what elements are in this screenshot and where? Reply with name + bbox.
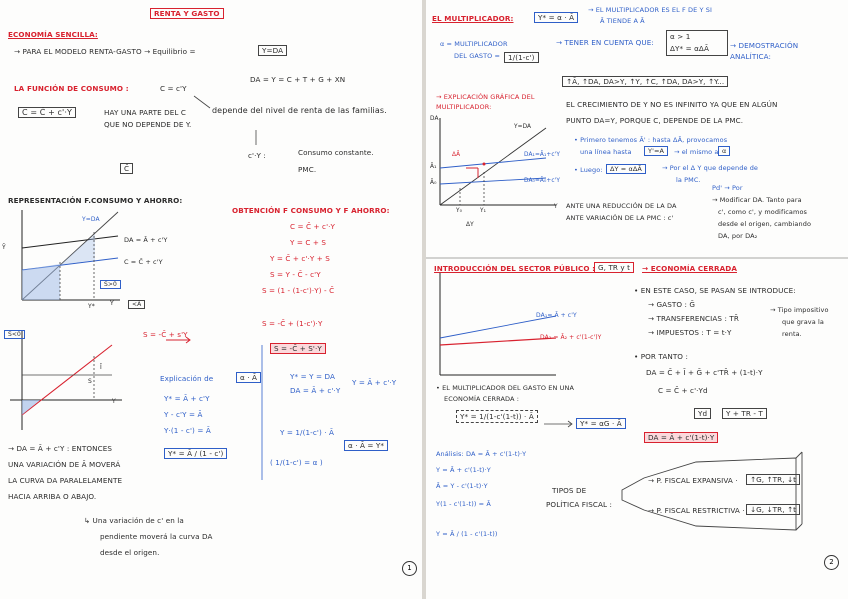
section-heading: → EXPLICACIÓN GRÁFICA DEL MULTIPLICADOR: [436,93,535,111]
equation-box: Y'=A [644,146,668,156]
text-line: → Modificar DA. Tanto para [712,196,802,204]
equation: S = Y - C̄ - c'Y [270,270,321,279]
graph-label: Ā₀ [430,180,437,186]
equation: DA = Y = C + T + G + XN [250,75,346,84]
text-line: → PARA EL MODELO RENTA-GASTO → Equilibrio = [14,47,196,56]
text-line: → Por el Δ Y que depende de [662,164,759,172]
graph-label: DA = Ā + c'Y [124,236,168,244]
equation: Y = 1/(1-c') · Ā [280,428,335,437]
equation-box: C̄ [120,163,133,174]
text-line: la PMC. [676,176,701,184]
note-line: → EL MULTIPLICADOR ES EL F DE Y SI [588,6,712,14]
line-da [22,236,118,248]
text-line: • EL MULTIPLICADOR DEL GASTO EN UNA [436,384,574,392]
graph-label: Y=DA [514,124,532,130]
equation: C = C̄ + c'·Yd [658,386,708,395]
graph-label: ΔĀ [452,152,461,158]
text-line: → Tipo impositivo [770,306,829,314]
equation-box: Y* = α · Ā [534,12,578,23]
graph-label: DA₁= Ā + c'Y [536,312,577,319]
text-line: HAY UNA PARTE DEL C QUE NO DEPENDE DE Y. [104,108,192,129]
text-line: → el mismo a [674,148,719,156]
text-line: • POR TANTO : [634,352,688,361]
section-heading: EL MULTIPLICADOR: [432,14,514,23]
equation-box: Y* = 1/(1-c'(1-t)) · Ā [456,410,538,423]
equation: Y = Ā + c'(1-t)·Y [436,466,491,474]
text-line: c'·Y : [248,151,266,160]
section-heading: LA FUNCIÓN DE CONSUMO : [14,84,129,93]
text-line: → GASTO : Ḡ [648,300,696,309]
notebook-page-left [0,0,422,599]
equation: S = (1 - (1-c')·Y) - C̄ [262,286,335,295]
equation: Y = Ā / (1 - c'(1-t)) [436,530,498,538]
graph-label: S<0 [4,330,25,339]
equation: Y = Ā + c'·Y [352,378,397,387]
note-line: Ā TIENDE A Ā [600,17,645,25]
text-line: Pd' → Por [712,184,743,192]
text-line: PUNTO DA=Y, PORQUE C, DEPENDE DE LA PMC. [566,116,744,125]
equation-box: α [718,146,730,156]
graph-label: Y=DA [82,216,100,223]
section-heading: ECONOMÍA SENCILLA: [8,30,98,39]
text-line: Explicación de [160,374,214,383]
equation-box: C = C̄ + c'·Y [18,107,76,118]
text-line: que grava la [782,318,824,326]
graph-label: Ȳ [2,244,6,251]
text-line: → ECONOMÍA CERRADA [642,264,737,273]
note-line: ↳ Una variación de c' en la [84,516,184,525]
text-line: → P. FISCAL RESTRICTIVA · [648,506,745,515]
graph-label: Ī [100,364,102,371]
equation: Y* = Y = DA [290,372,335,381]
equation: ΔY* = αΔĀ [670,44,709,53]
text-line: → IMPUESTOS : T = t·Y [648,328,732,337]
graph-label: DA₀=Ā₀+c'Y [524,178,560,184]
equation-box: DA = Ā + c'(1-t)·Y [644,432,718,443]
equation-box: 1/(1-c') [504,52,539,63]
graph-label: Y [554,204,558,210]
note-line: UNA VARIACIÓN DE Ā MOVERÁ [8,460,121,469]
text-line: → TENER EN CUENTA QUE: [556,38,654,47]
notebook-page-right [426,0,848,599]
text-line: ANTE UNA REDUCCIÓN DE LA DA [566,202,677,210]
page-number: 1 [402,561,417,576]
page-number: 2 [824,555,839,570]
line-s [22,345,112,415]
text-line: EL CRECIMIENTO DE Y NO ES INFINITO YA QUE EN ALGÚN [566,100,778,109]
text-line: DEL GASTO = [454,52,501,60]
graph-label: DA [430,116,439,122]
equation-box: Y=DA [258,45,287,56]
graph-label: S>0 [100,280,121,289]
graph-label: C = C̄ + c'Y [124,258,163,266]
text-line: DA, por DA₂ [718,232,758,240]
graph-label: Ā₁ [430,164,437,170]
text-line: Consumo constante. [298,148,374,157]
graph-label: Y [110,300,114,307]
equation-box: α · Ā [236,372,261,383]
equation: S = -C̄ + (1-c')·Y [262,319,323,328]
text-line: TIPOS DE [552,486,587,495]
graph-label: ΔY [466,222,474,228]
section-heading: INTRODUCCIÓN DEL SECTOR PÚBLICO : [434,264,596,273]
text-line: → DEMOSTRACIÓN ANALÍTICA: [730,41,799,61]
consumption-graph [0,0,422,599]
graph-label: DA₂ = Ā₂ + c'(1-c')Y [540,334,602,341]
text-line: • Primero tenemos Ā' : hasta ΔĀ, provocamos [574,136,728,144]
text-line: desde el origen, cambiando [718,220,812,228]
equation: α > 1 [670,32,691,41]
text-line: depende del nivel de renta de las familias. [212,106,387,115]
text-line: ANTE VARIACIÓN DE LA PMC : c' [566,214,674,222]
equation-box: Y + TR - T [722,408,767,419]
graph-label: Y [112,398,116,405]
equation: ( 1/(1-c') = α ) [270,458,323,467]
equation-box: Y* = Ā / (1 - c') [164,448,227,459]
equation: Y·(1 - c') = Ā [164,426,211,435]
equation: Y - c'Y = Ā [164,410,203,419]
equation: Y = C + S [290,238,327,247]
note-line: HACIA ARRIBA O ABAJO. [8,492,97,501]
equation: Y = C̄ + c'·Y + S [270,254,330,263]
note-line: LA CURVA DA PARALELAMENTE [8,476,123,485]
text-line: Análisis: DA = Ā + c'(1-t)·Y [436,450,527,458]
text-line: • EN ESTE CASO, SE PASAN SE INTRODUCE: [634,286,796,295]
equation-box: G, TR y t [594,262,634,273]
equation-box: ↑G, ↑TR, ↓t [746,474,800,485]
text-line: PMC. [298,165,317,174]
equation: Ā = Y - c'(1-t)·Y [436,482,488,490]
equation: S = -C̄ + s'Y [143,330,188,339]
graph-label: DA₁=Ā₁+c'Y [524,152,560,158]
equation: DA = Ā + c'·Y [290,386,341,395]
equation: Y* = Ā + c'Y [164,394,210,403]
text-line: → P. FISCAL EXPANSIVA · [648,476,738,485]
equation: Y(1 - c'(1-t)) = Ā [436,500,491,508]
ahorro-area [60,234,95,265]
equation-box: Yd [694,408,711,419]
equation-box: ΔY = αΔĀ [606,164,646,174]
graph-label: Y₀ [456,208,463,214]
equation: C = c'Y [160,84,187,93]
graph-label: S [88,378,92,385]
section-heading: OBTENCIÓN F CONSUMO Y F AHORRO: [232,206,390,215]
note-line: pendiente moverá la curva DA [100,532,213,541]
equation-box: α · Ā = Y* [344,440,388,451]
text-line: → TRANSFERENCIAS : TR̄ [648,314,739,323]
policy-arrow-shape [622,458,796,530]
text-line: c', como c', y modificamos [718,208,808,216]
note-line: → DA = Ā + c'Y : ENTONCES [8,444,113,453]
graph-label: Y₁ [480,208,487,214]
text-line: • Luego: [574,166,603,174]
equation: C = C̄ + c'·Y [290,222,336,231]
graph-label: Y* [88,303,95,310]
section-heading: REPRESENTACIÓN F.CONSUMO Y AHORRO: [8,196,183,205]
text-line: POLÍTICA FISCAL : [546,500,613,509]
equation-box: S = -C̄ + S'·Y [270,343,326,354]
note-line: desde el origen. [100,548,160,557]
equation: DA = C̄ + Ī + Ḡ + c'TR̄ + (1-t)·Y [646,368,763,377]
page-title: RENTA Y GASTO [150,8,224,19]
graph-label: <Ā [128,300,145,309]
text-line: renta. [782,330,802,338]
equation-box: ↓G, ↓TR, ↑t [746,504,800,515]
text-line: ECONOMÍA CERRADA : [444,395,520,403]
ahorro-area [22,264,60,300]
text-line: una línea hasta [580,148,632,156]
equation-box: Y* = αG · Ā [576,418,626,429]
equation-box: ↑Ā, ↑DA, DA>Y, ↑Y, ↑C, ↑DA, DA>Y, ↑Y... [562,76,728,87]
text-line: α = MULTIPLICADOR [440,40,508,48]
